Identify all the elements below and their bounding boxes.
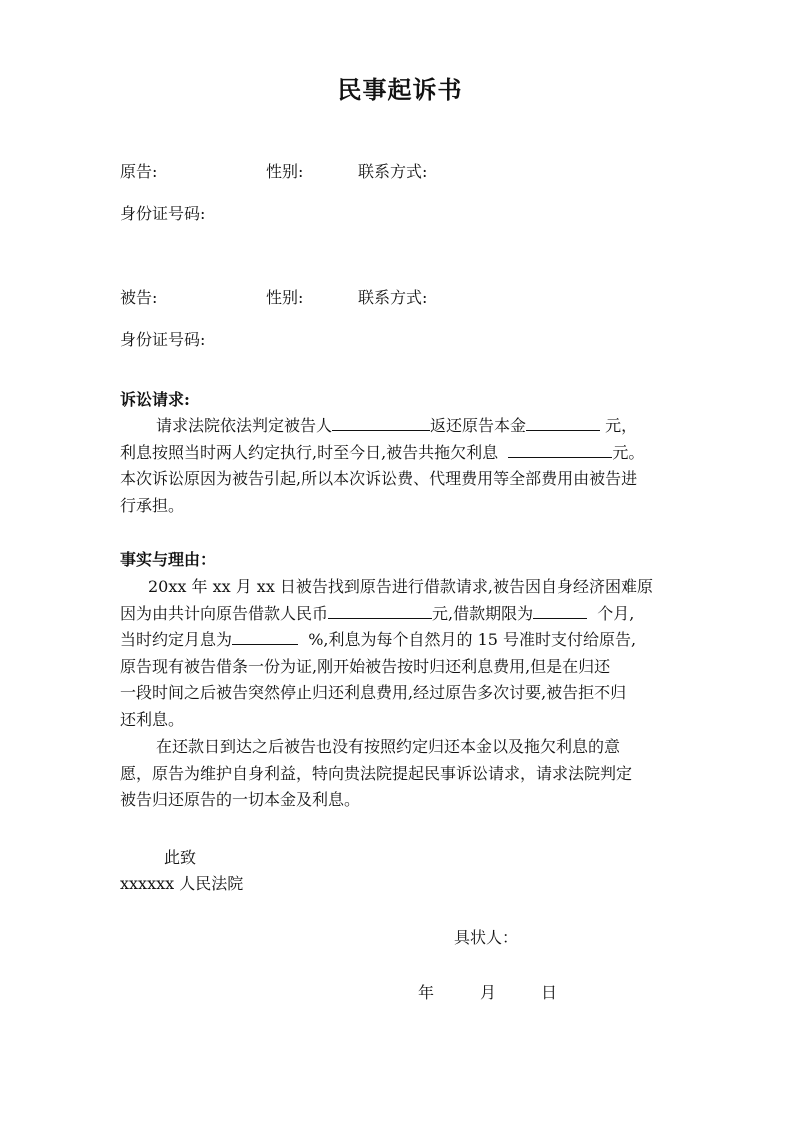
plaintiff-gender-label: 性别: [266, 162, 304, 181]
defendant-id-label: 身份证号码: [120, 330, 206, 349]
facts-text: 个月, [597, 603, 635, 623]
year-label: 年 [418, 983, 435, 1002]
facts-text: 当时约定月息为 [120, 630, 233, 649]
facts-paragraph-2 [120, 734, 686, 814]
plaintiff-id-label: 身份证号码: [120, 204, 206, 223]
claims-text: 请求法院依法判定被告人 [156, 416, 333, 435]
claims-text: 利息按照当时两人约定执行,时至今日,被告共拖欠利息 [120, 442, 499, 462]
facts-text: 元,借款期限为 [432, 603, 534, 623]
court-name: xxxxxx 人民法院 [120, 874, 244, 893]
defendant-gender-label: 性别: [266, 288, 304, 307]
defendant-contact-label: 联系方式: [358, 288, 428, 307]
facts-p2-line-3: 被告归还原告的一切本金及利息。 [120, 790, 361, 809]
facts-p2-line-2: 愿，原告为维护自身利益，特向贵法院提起民事诉讼请求，请求法院判定 [120, 763, 633, 783]
principal-amount-blank [526, 413, 600, 431]
plaintiff-contact-label: 联系方式: [358, 162, 428, 181]
salutation: 此致 [164, 848, 197, 867]
facts-line-4: 原告现有被告借条一份为证,刚开始被告按时归还利息费用,但是在归还 [120, 656, 611, 676]
claims-line-2 [120, 440, 686, 467]
defendant-name-blank [332, 413, 430, 431]
day-label: 日 [541, 983, 558, 1002]
petitioner-label: 具状人： [454, 928, 519, 947]
loan-term-blank [533, 601, 587, 619]
month-label: 月 [480, 983, 497, 1002]
facts-p2-line-1: 在还款日到达之后被告也没有按照约定归还本金以及拖欠利息的意 [156, 737, 621, 756]
facts-line-5: 一段时间之后被告突然停止归还利息费用,经过原告多次讨要,被告拒不归 [120, 683, 627, 702]
facts-text: %,利息为每个自然月的 15 号准时支付给原告, [308, 630, 637, 649]
facts-text: 因为由共计向原告借款人民币 [120, 603, 329, 623]
claims-line-3: 本次诉讼原因为被告引起,所以本次诉讼费、代理费用等全部费用由被告进 [120, 469, 638, 488]
facts-line-1: 20xx 年 xx 月 xx 日被告找到原告进行借款请求,被告因自身经济困难原 [148, 577, 654, 596]
claims-text: 元， [605, 416, 638, 435]
claims-line-1 [120, 413, 686, 440]
facts-heading: 事实与理由： [120, 550, 217, 569]
plaintiff-label: 原告: [120, 162, 158, 181]
interest-amount-blank [508, 440, 612, 458]
defendant-label: 被告: [120, 288, 158, 307]
facts-line-6: 还利息。 [120, 709, 185, 729]
facts-line-3 [120, 627, 686, 654]
document-title: 民事起诉书 [337, 75, 463, 104]
claims-text: 元。 [612, 442, 645, 462]
monthly-rate-blank [232, 627, 298, 645]
loan-amount-blank [328, 601, 432, 619]
facts-paragraph-1 [120, 574, 686, 733]
claims-text: 返还原告本金 [430, 416, 527, 435]
claims-paragraph [120, 413, 686, 519]
facts-line-2 [120, 601, 686, 628]
claims-line-4: 行承担。 [120, 495, 185, 515]
claims-heading: 诉讼请求: [120, 390, 190, 409]
